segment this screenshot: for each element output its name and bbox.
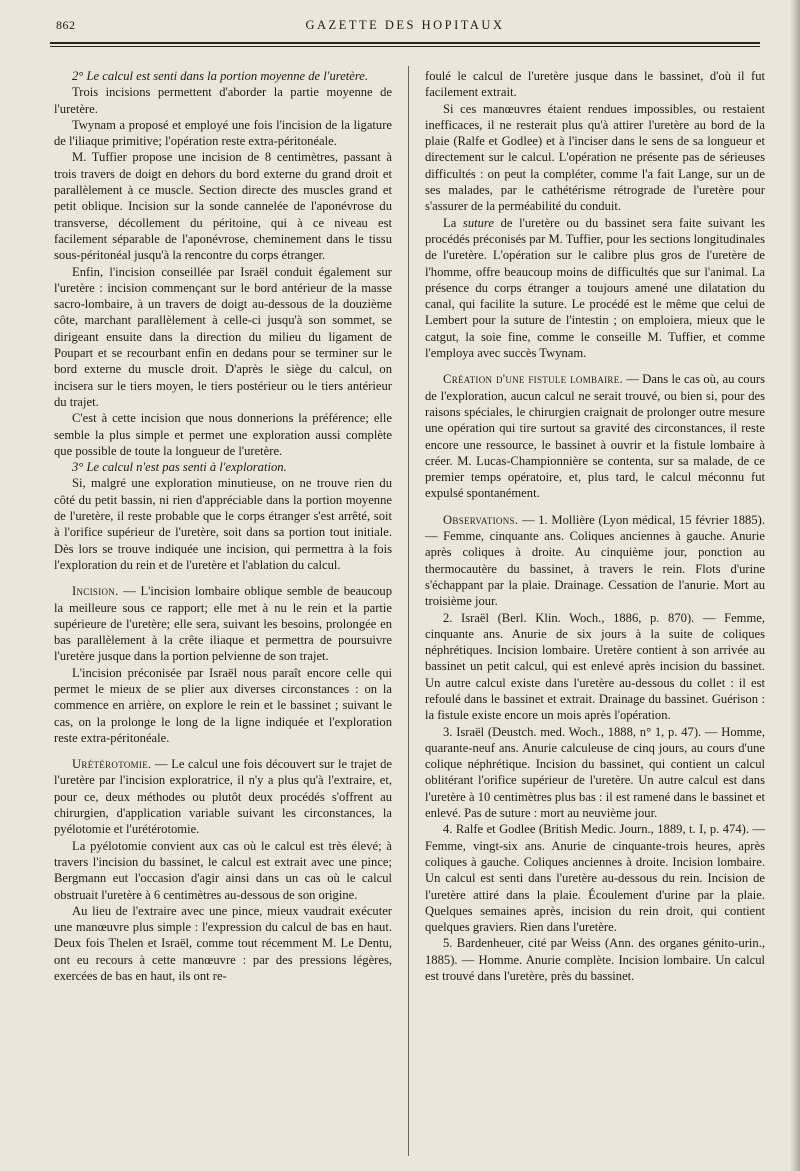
section-text: — Dans le cas où, au cours de l'exploration, aucun calcul ne serait trouvé, ou bien si, pour des raisons spéciales, le chirurgien craignait de prolonger outre mesure une opération qui tire surtout sa gravité des circonstances, il reste encore une ressource, le bassinet à ouvrir et la fistule lombaire à créer. M. Lucas-Championnière se contenta, sur sa malade, de ce premier temps opératoire, et, plus tard, le calcul méconnu fut expulsé spontanément. [425, 372, 765, 501]
section-title: Urétérotomie. [72, 757, 152, 772]
section-text: — Le calcul une fois découvert sur le trajet de l'uretère par l'incision exploratrice, il n'y a plus qu'à l'extraire, et, pour ce, deux méthodes ou plutôt deux procédés s'offrent au chirurgien, d'application variable suivant les circonstances, la pyélotomie et l'urétérotomie. [54, 757, 392, 837]
section-title: Incision. [72, 584, 119, 599]
paragraph: Au lieu de l'extraire avec une pince, mieux vaudrait exécuter une manœuvre plus simple : l'expression du calcul de bas en haut. Deux fois Thelen et Israël, comme tout récemment M. Le Dentu, ont eu recours à cette manœuvre : par des pressions légères, exercées de bas en haut, ils ont re- [54, 903, 392, 984]
paragraph: Twynam a proposé et employé une fois l'incision de la ligature de l'iliaque primitive; l'opération reste extra-péritonéale. [54, 117, 392, 149]
subheading: 3° Le calcul n'est pas senti à l'exploration. [72, 460, 287, 475]
section-paragraph [425, 512, 765, 610]
paragraph: La pyélotomie convient aux cas où le calcul est très élevé; à travers l'incision du bassinet, le calcul est extrait avec une pince; Bergmann eut l'occasion d'agir ainsi dans un cas où le calcul obstruait l'uretère à 6 centimètres au-dessous de son origine. [54, 838, 392, 902]
section-paragraph [425, 371, 765, 501]
section-text: — 1. Mollière (Lyon médical, 15 février 1885). — Femme, cinquante ans. Coliques anciennes à gauche. Anurie après coliques à droite. Au cinquième jour, ponction au thermocautère du bassinet, à travers le rein. Flots d'urine s'échappant par la plaie. Drainage. Cessation de l'anurie. Mort au troisième jour. [425, 512, 765, 609]
section-paragraph [54, 583, 392, 664]
paragraph: Si ces manœuvres étaient rendues impossibles, ou restaient inefficaces, il ne resterait plus qu'à attirer l'uretère au bord de la plaie (Ralfe et Godlee) et à l'inciser dans le sens de sa longueur et directement sur le calcul. L'opération ne présente pas de sérieuses difficultés : on peut la compléter, comme l'a fait Lange, sur un de ses malades, par le cathétérisme rétrograde de l'uretère pour s'assurer de la perméabilité du conduit. [425, 101, 765, 214]
journal-title: GAZETTE DES HOPITAUX [305, 18, 505, 32]
left-column [54, 68, 392, 984]
paragraph: M. Tuffier propose une incision de 8 centimètres, passant à trois travers de doigt en dehors du bord externe du grand droit et parallèlement à ce muscle. Section directe des muscles grand et petit oblique. Incision sur la sonde cannelée de l'aponévrose du transverse, décollement du péritoine, qui à ce niveau est facilement séparable de l'aponévrose, cheminement dans le tissu sous-péritonéal jusqu'à la rencontre du corps étranger. [54, 150, 392, 263]
section-title: Création d'une fistule lombaire. [443, 372, 623, 387]
right-column [425, 68, 765, 984]
paragraph: foulé le calcul de l'uretère jusque dans le bassinet, d'où il fut facilement extrait. [425, 69, 765, 100]
paragraph: C'est à cette incision que nous donnerions la préférence; elle semble la plus simple et permet une exploration aussi complète que possible de toute la longueur de l'uretère. [54, 411, 392, 458]
paragraph: Trois incisions permettent d'aborder la partie moyenne de l'uretère. [54, 85, 392, 116]
paragraph-lead: La [443, 215, 463, 230]
page-edge-shadow [790, 0, 800, 1171]
paragraph: 4. Ralfe et Godlee (British Medic. Journ., 1889, t. I, p. 474). — Femme, vingt-six ans. Anurie de cinquante-trois heures, après coliques à gauche. Coliques anciennes à droite. Incision lombaire. Un calcul est senti dans l'uretère au-dessous du rein. Incision de l'uretère attiré dans la plaie. Écoulement d'urine par la plaie. Quelques semaines après, incision du rein droit, qui contient quelques graviers. Rien dans l'uretère. [425, 822, 765, 935]
header-rule [50, 42, 760, 44]
paragraph [425, 215, 765, 362]
paragraph: L'incision préconisée par Israël nous paraît encore celle qui permet le mieux de se plier aux diverses circonstances : on la commence en arrière, on explore le rein et le bassinet ; suivant le cas, on la prolonge le long de la ligne indiquée et l'exploration reste extra-péritonéale. [54, 665, 392, 745]
paragraph-text: de l'uretère ou du bassinet sera faite suivant les procédés préconisés par M. Tuffier, pour les sections longitudinales de l'uretère. L'opération sur le calibre plus gros de l'uretère de l'homme, offre beaucoup moins de difficultés que sur l'animal. La présence du corps étranger a toujours amené une dilatation du canal, qui facilite la suture. Le procédé est le même que celui de Lembert pour la suture de l'intestin ; on emploiera, mieux que le catgut, la soie fine, comme le conseille M. Tuffier, et comme l'employa avec succès Twynam. [425, 215, 766, 361]
page-number: 862 [56, 18, 76, 32]
section-title: Observations. [443, 512, 519, 527]
header-rule-thin [50, 46, 760, 47]
section-paragraph [54, 756, 392, 837]
subheading: 2° Le calcul est senti dans la portion moyenne de l'uretère. [72, 69, 369, 83]
paragraph: 5. Bardenheuer, cité par Weiss (Ann. des organes génito-urin., 1885). — Homme. Anurie complète. Incision lombaire. Un calcul est trouvé dans l'uretère, près du bassinet. [425, 936, 765, 984]
paragraph: Si, malgré une exploration minutieuse, on ne trouve rien du côté du petit bassin, ni rien d'appréciable dans la portion moyenne de l'uretère, il reste probable que le corps étranger s'est arrêté, soit à l'orifice supérieur de l'uretère, soit dans sa portion tout initiale. Dès lors se trouve indiquée une incision, qui permettra à la fois l'exploration du rein et de l'uretère et l'ablation du calcul. [54, 476, 392, 572]
emphasis: suture [462, 215, 494, 230]
paragraph: 2. Israël (Berl. Klin. Woch., 1886, p. 870). — Femme, cinquante ans. Anurie de six jours à la suite de coliques néphrétiques. Incision lombaire. Uretère contient à son arrivée au bassinet un petit calcul, qui est enlevé après incision du bassinet. Un autre calcul existe dans l'uretère au-dessous du collet : il est refoulé dans le bassinet et extrait. Drainage du bassinet. Guérison : la fistule existe encore un mois après l'opération. [425, 610, 765, 723]
column-divider [408, 66, 409, 1156]
section-text: — L'incision lombaire oblique semble de beaucoup la meilleure sous ce rapport; elle met à nu le rein et la partie supérieure de l'uretère; elle sera, suivant les besoins, prolongée en bas parallèlement à la crête iliaque et permettra de poursuivre l'uretère jusque dans la portion pelvienne de son trajet. [54, 584, 392, 664]
paragraph: 3. Israël (Deustch. med. Woch., 1888, n° 1, p. 47). — Homme, quarante-neuf ans. Anurie calculeuse de cinq jours, au cours d'une colique néphrétique. Incision du bassinet, qui contient un calcul oblitérant l'orifice supérieur de l'uretère. Un autre calcul est dans l'uretère à 10 centimètres plus bas : il est ramené dans le bassinet et enlevé. Pas de suture : mort au neuvième jour. [425, 724, 765, 821]
paragraph: Enfin, l'incision conseillée par Israël conduit également sur l'uretère : incision commençant sur le bord antérieur de la masse sacro-lombaire, à un travers de doigt au-dessous de la douzième côte, marchant parallèlement à celle-ci jusqu'à son sommet, se dirigeant ensuite dans la direction du milieu du ligament de Poupart et se recourbant enfin en dedans pour se terminer sur le bord externe du muscle droit. D'après le siège du calcul, on incisera sur le tiers moyen, le tiers postérieur ou le tiers antérieur du trajet. [54, 264, 392, 409]
